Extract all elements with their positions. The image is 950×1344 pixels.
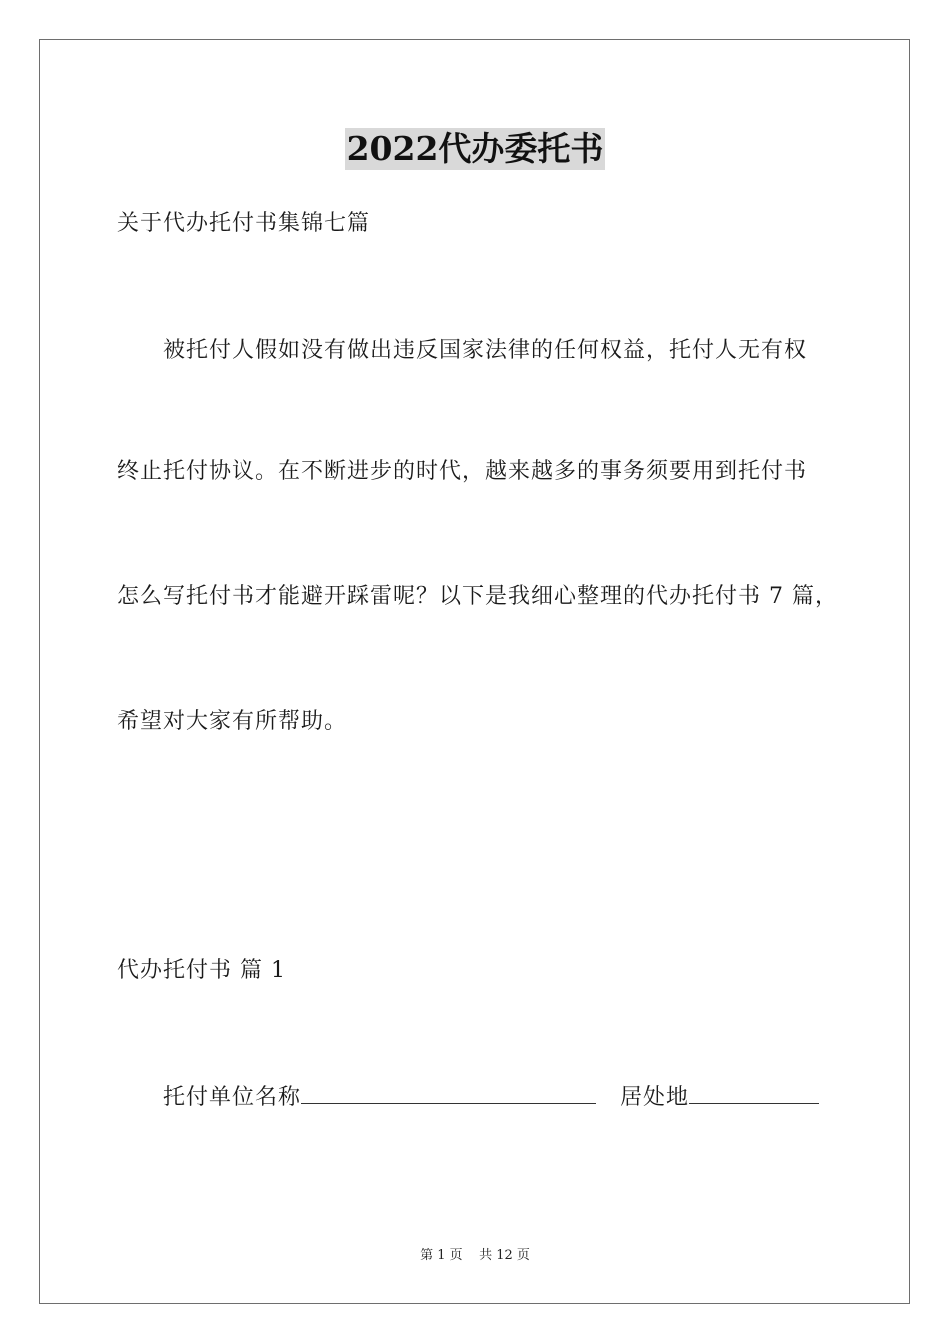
paragraph-line-1: 被托付人假如没有做出违反国家法律的任何权益，托付人无有权 (163, 338, 808, 363)
page-footer (0, 1247, 950, 1265)
form-row (163, 1081, 819, 1113)
paragraph-line-3: 怎么写托付书才能避开踩雷呢？以下是我细心整理的代办托付书 7 篇， (117, 584, 838, 609)
document-subtitle: 关于代办托付书集锦七篇 (117, 211, 371, 236)
document-title: 2022代办委托书 (346, 129, 604, 168)
address-blank (689, 1081, 819, 1104)
title-container (0, 128, 950, 170)
unit-name-blank (301, 1081, 596, 1104)
page-number: 第 1 页 共 12 页 (420, 1248, 530, 1263)
paragraph-line-4: 希望对大家有所帮助。 (117, 709, 348, 734)
address-label: 居处地 (620, 1085, 690, 1110)
paragraph-line-2: 终止托付协议。在不断进步的时代，越来越多的事务须要用到托付书 (117, 459, 808, 484)
unit-name-label: 托付单位名称 (163, 1085, 302, 1110)
section-heading: 代办托付书 篇 1 (117, 958, 286, 983)
